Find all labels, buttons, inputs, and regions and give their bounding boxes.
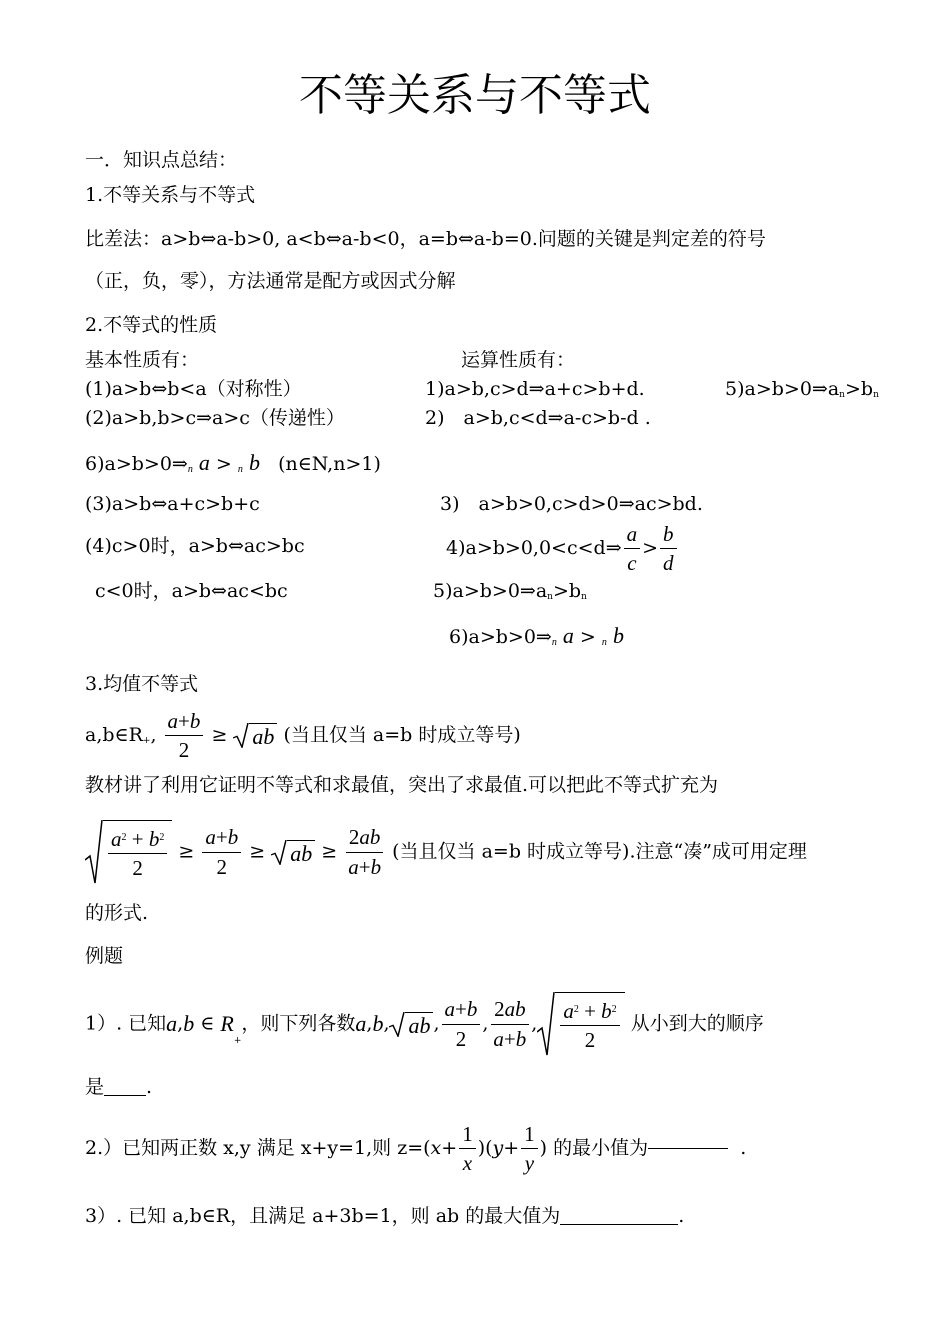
answer-blank-1[interactable] <box>104 1095 146 1096</box>
amgm-inequality: $a,b\in R_+$, $\frac{a+b}{2}$ ≥ ab (当且仅当 a=b 时成立等号) <box>85 709 521 763</box>
basic-property-1: (1)a>b⇔b<a（对称性） <box>85 378 302 400</box>
operation-property-3: 3) a>b>0,c>d>0⇒ac>bd. <box>440 493 703 515</box>
operation-property-6: $6)a>b>0\Rightarrow_n$ a > $_n$ b <box>449 623 624 648</box>
operation-property-1: 1)a>b,c>d⇒a+c>b+d. <box>425 378 645 400</box>
examples-heading: 例题 <box>85 945 124 967</box>
basic-properties-label: 基本性质有： <box>85 349 200 371</box>
subsection-heading-1: 1.不等关系与不等式 <box>85 184 256 206</box>
example-1: 1）. 已知a,b ∈ $R_+$，则下列各数a,b, ab , $\frac{a+b}{2}$ , $\frac{2ab}{a+b}$ , $\frac{a^2 + b^2}{2}$ 从小到大的顺序 <box>85 992 764 1056</box>
basic-property-4b: c<0时，a>b⇔ac<bc <box>95 580 288 602</box>
answer-blank-2[interactable] <box>648 1148 728 1149</box>
example-1-answer-line: 是 . <box>85 1076 153 1098</box>
subsection-heading-3: 3.均值不等式 <box>85 673 199 695</box>
textbook-note: 教材讲了利用它证明不等式和求最值，突出了求最值.可以把此不等式扩充为 <box>85 774 719 796</box>
operation-property-2: 2) a>b,c<d⇒a-c>b-d . <box>425 407 651 429</box>
subsection-heading-2: 2.不等式的性质 <box>85 314 218 336</box>
page-title: 不等关系与不等式 <box>299 70 651 121</box>
example-3: 3）. 已知 a,b∈R，且满足 a+3b=1，则 ab 的最大值为 . <box>85 1205 685 1227</box>
example-2: 2.）已知两正数 x,y 满足 x+y=1,则 z=(x+ $\frac{1}{x}$ )(y+ $\frac{1}{y}$ ) 的最小值为 . <box>85 1122 747 1176</box>
operation-property-4: 4)a>b>0,0<c<d⇒ $\frac{a}{c}$ > $\frac{b}{d}$ <box>446 522 679 575</box>
comparison-method-line-2: （正，负，零），方法通常是配方或因式分解 <box>85 270 456 292</box>
basic-property-4: (4)c>0时，a>b⇔ac>bc <box>85 535 305 557</box>
basic-property-2: (2)a>b,b>c⇒a>c（传递性） <box>85 407 345 429</box>
operation-property-5: $5)a>b>0\Rightarrow a_n>b_n$ <box>433 580 587 602</box>
basic-property-3: (3)a>b⇔a+c>b+c <box>85 493 260 515</box>
answer-blank-3[interactable] <box>560 1224 678 1225</box>
mean-inequality-chain: $\frac{a^2 + b^2}{2}$ ≥ $\frac{a+b}{2}$ ≥ ab ≥ $\frac{2ab}{a+b}$ (当且仅当 a=b 时成立等号).注意“凑”成可用定理 <box>85 820 807 884</box>
section-heading: 一．知识点总结： <box>85 149 238 171</box>
comparison-method-line-1: 比差法：a>b⇔a-b>0, a<b⇔a-b<0，a=b⇔a-b=0.问题的关键是判定差的符号 <box>85 228 766 250</box>
operation-property-5-top: $5)a>b>0\Rightarrow a_n>b_n$ <box>725 378 879 400</box>
operation-property-6-top: $6)a>b>0\Rightarrow_n$ a > $_n$ b (n∈N,n>1) <box>85 450 381 475</box>
operation-properties-label: 运算性质有： <box>461 349 576 371</box>
chain-continuation: 的形式. <box>85 902 149 924</box>
